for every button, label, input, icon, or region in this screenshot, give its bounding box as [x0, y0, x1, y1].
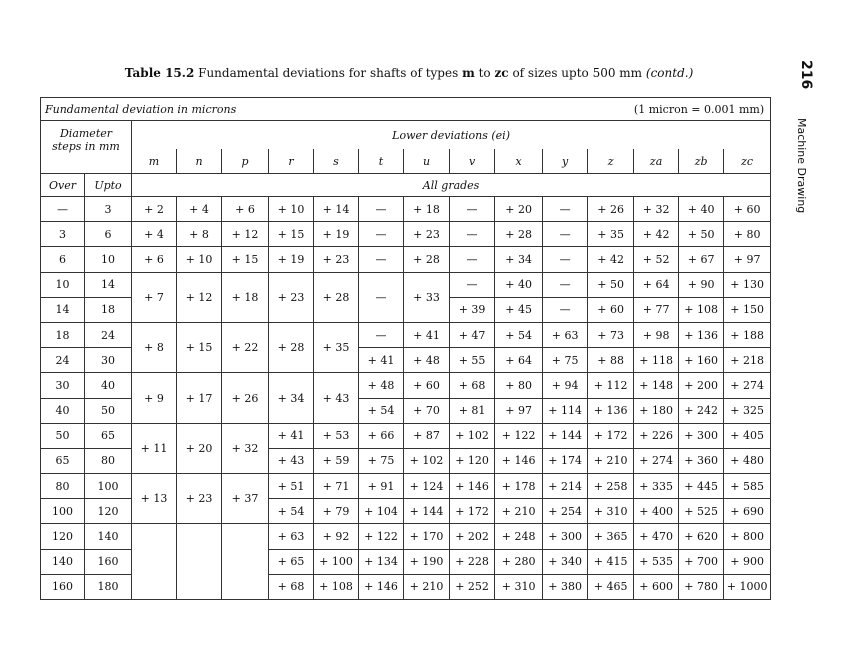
cell-zc: + 218 — [724, 348, 771, 373]
cell-zc: + 97 — [724, 247, 771, 272]
cell-p — [222, 524, 269, 600]
cell-y: — — [543, 297, 588, 322]
cell-r: + 65 — [269, 549, 314, 574]
cell-m: + 9 — [132, 373, 177, 423]
cell-t: — — [359, 197, 404, 222]
column-header-y: y — [543, 149, 588, 174]
cell-over: 65 — [41, 448, 85, 473]
cell-s: + 28 — [314, 272, 359, 322]
cell-v: + 252 — [450, 574, 495, 599]
cell-y: — — [543, 197, 588, 222]
cell-r: + 41 — [269, 423, 314, 448]
cell-za: + 32 — [634, 197, 679, 222]
cell-over: 80 — [41, 474, 85, 499]
column-header-s: s — [314, 149, 359, 174]
cell-r: + 34 — [269, 373, 314, 423]
page-sidebar — [792, 60, 814, 220]
cell-zc: + 80 — [724, 222, 771, 247]
cell-x: + 97 — [495, 398, 543, 423]
cell-zb: + 525 — [679, 499, 724, 524]
cell-v: + 102 — [450, 423, 495, 448]
cell-m: + 4 — [132, 222, 177, 247]
column-header-r: r — [269, 149, 314, 174]
cell-upto: 18 — [85, 297, 132, 322]
cell-over: 50 — [41, 423, 85, 448]
cell-upto: 14 — [85, 272, 132, 297]
table-row — [41, 222, 771, 247]
cell-over: 3 — [41, 222, 85, 247]
diameter-header — [41, 121, 132, 174]
column-header-t: t — [359, 149, 404, 174]
cell-p: + 12 — [222, 222, 269, 247]
page-number: 216 — [798, 60, 814, 90]
cell-u: + 102 — [404, 448, 450, 473]
over-header: Over — [41, 174, 85, 197]
caption-contd: (contd.) — [645, 66, 694, 80]
cell-p: + 15 — [222, 247, 269, 272]
column-header-zc: zc — [724, 149, 771, 174]
cell-zb: + 200 — [679, 373, 724, 398]
cell-over: 30 — [41, 373, 85, 398]
cell-zb: + 620 — [679, 524, 724, 549]
cell-over: 18 — [41, 322, 85, 347]
cell-v: + 228 — [450, 549, 495, 574]
header-right: (1 micron = 0.001 mm) — [495, 98, 771, 121]
cell-x: + 54 — [495, 322, 543, 347]
cell-z: + 60 — [588, 297, 634, 322]
cell-upto: 65 — [85, 423, 132, 448]
cell-v: + 146 — [450, 474, 495, 499]
cell-zc: + 690 — [724, 499, 771, 524]
cell-m: + 7 — [132, 272, 177, 322]
cell-p: + 37 — [222, 474, 269, 524]
cell-s: + 71 — [314, 474, 359, 499]
cell-za: + 148 — [634, 373, 679, 398]
cell-u: + 28 — [404, 247, 450, 272]
cell-zc: + 325 — [724, 398, 771, 423]
cell-za: + 535 — [634, 549, 679, 574]
cell-y: + 63 — [543, 322, 588, 347]
cell-zc: + 480 — [724, 448, 771, 473]
cell-t: + 66 — [359, 423, 404, 448]
cell-upto: 180 — [85, 574, 132, 599]
cell-x: + 210 — [495, 499, 543, 524]
cell-zb: + 780 — [679, 574, 724, 599]
caption-text-post: of sizes upto 500 mm — [512, 66, 643, 80]
cell-s: + 100 — [314, 549, 359, 574]
cell-m: + 8 — [132, 322, 177, 372]
cell-s: + 92 — [314, 524, 359, 549]
cell-over: — — [41, 197, 85, 222]
cell-y: + 114 — [543, 398, 588, 423]
cell-x: + 20 — [495, 197, 543, 222]
cell-zb: + 360 — [679, 448, 724, 473]
cell-upto: 3 — [85, 197, 132, 222]
cell-n: + 10 — [177, 247, 222, 272]
all-grades-header: All grades — [132, 174, 771, 197]
cell-zb: + 40 — [679, 197, 724, 222]
cell-y: + 214 — [543, 474, 588, 499]
cell-t: — — [359, 247, 404, 272]
table-row — [41, 272, 771, 297]
cell-s: + 35 — [314, 322, 359, 372]
cell-upto: 160 — [85, 549, 132, 574]
cell-n: + 17 — [177, 373, 222, 423]
table-caption — [0, 66, 818, 80]
cell-n: + 12 — [177, 272, 222, 322]
diameter-label-2: steps in mm — [52, 140, 120, 153]
cell-zc: + 1000 — [724, 574, 771, 599]
cell-z: + 50 — [588, 272, 634, 297]
cell-za: + 77 — [634, 297, 679, 322]
cell-z: + 136 — [588, 398, 634, 423]
cell-r: + 43 — [269, 448, 314, 473]
cell-t: + 91 — [359, 474, 404, 499]
header-left: Fundamental deviation in microns — [41, 98, 495, 121]
cell-z: + 465 — [588, 574, 634, 599]
cell-over: 100 — [41, 499, 85, 524]
cell-zb: + 90 — [679, 272, 724, 297]
cell-u: + 87 — [404, 423, 450, 448]
cell-u: + 23 — [404, 222, 450, 247]
cell-x: + 248 — [495, 524, 543, 549]
cell-zc: + 60 — [724, 197, 771, 222]
cell-upto: 6 — [85, 222, 132, 247]
caption-from: m — [462, 66, 475, 80]
table-row — [41, 474, 771, 499]
cell-u: + 144 — [404, 499, 450, 524]
cell-x: + 178 — [495, 474, 543, 499]
cell-t: + 122 — [359, 524, 404, 549]
cell-s: + 79 — [314, 499, 359, 524]
cell-t: — — [359, 322, 404, 347]
cell-n: + 23 — [177, 474, 222, 524]
cell-za: + 400 — [634, 499, 679, 524]
table-row — [41, 373, 771, 398]
cell-over: 6 — [41, 247, 85, 272]
cell-v: + 120 — [450, 448, 495, 473]
cell-z: + 365 — [588, 524, 634, 549]
cell-zb: + 242 — [679, 398, 724, 423]
cell-t: + 104 — [359, 499, 404, 524]
cell-zc: + 585 — [724, 474, 771, 499]
cell-zc: + 900 — [724, 549, 771, 574]
cell-y: — — [543, 272, 588, 297]
cell-r: + 51 — [269, 474, 314, 499]
cell-zb: + 300 — [679, 423, 724, 448]
cell-x: + 28 — [495, 222, 543, 247]
cell-z: + 88 — [588, 348, 634, 373]
cell-t: + 48 — [359, 373, 404, 398]
cell-y: + 75 — [543, 348, 588, 373]
cell-x: + 122 — [495, 423, 543, 448]
cell-y: + 144 — [543, 423, 588, 448]
cell-upto: 80 — [85, 448, 132, 473]
column-header-z: z — [588, 149, 634, 174]
cell-zc: + 274 — [724, 373, 771, 398]
cell-u: + 41 — [404, 322, 450, 347]
cell-y: + 174 — [543, 448, 588, 473]
cell-r: + 54 — [269, 499, 314, 524]
cell-upto: 140 — [85, 524, 132, 549]
column-header-u: u — [404, 149, 450, 174]
cell-m: + 13 — [132, 474, 177, 524]
cell-s: + 14 — [314, 197, 359, 222]
cell-m: + 2 — [132, 197, 177, 222]
cell-zb: + 445 — [679, 474, 724, 499]
cell-v: + 68 — [450, 373, 495, 398]
cell-v: + 172 — [450, 499, 495, 524]
cell-x: + 45 — [495, 297, 543, 322]
cell-z: + 112 — [588, 373, 634, 398]
cell-over: 10 — [41, 272, 85, 297]
cell-over: 40 — [41, 398, 85, 423]
lower-deviations-header: Lower deviations (ei) — [132, 121, 771, 150]
cell-z: + 210 — [588, 448, 634, 473]
cell-m: + 11 — [132, 423, 177, 473]
cell-p: + 6 — [222, 197, 269, 222]
cell-y: — — [543, 222, 588, 247]
cell-zb: + 108 — [679, 297, 724, 322]
diameter-label-1: Diameter — [59, 127, 113, 140]
upto-header: Upto — [85, 174, 132, 197]
cell-over: 14 — [41, 297, 85, 322]
cell-p: + 18 — [222, 272, 269, 322]
cell-v: — — [450, 272, 495, 297]
cell-x: + 280 — [495, 549, 543, 574]
cell-s: + 23 — [314, 247, 359, 272]
cell-v: + 202 — [450, 524, 495, 549]
cell-t: + 54 — [359, 398, 404, 423]
cell-upto: 120 — [85, 499, 132, 524]
cell-n: + 20 — [177, 423, 222, 473]
cell-p: + 32 — [222, 423, 269, 473]
cell-zc: + 405 — [724, 423, 771, 448]
cell-za: + 226 — [634, 423, 679, 448]
cell-upto: 100 — [85, 474, 132, 499]
caption-text-pre: Fundamental deviations for shafts of types — [198, 66, 459, 80]
cell-r: + 15 — [269, 222, 314, 247]
cell-u: + 70 — [404, 398, 450, 423]
cell-u: + 60 — [404, 373, 450, 398]
cell-za: + 600 — [634, 574, 679, 599]
cell-v: + 81 — [450, 398, 495, 423]
cell-v: + 47 — [450, 322, 495, 347]
cell-zc: + 800 — [724, 524, 771, 549]
cell-v: — — [450, 222, 495, 247]
column-header-n: n — [177, 149, 222, 174]
cell-m: + 6 — [132, 247, 177, 272]
cell-t: — — [359, 272, 404, 322]
cell-x: + 146 — [495, 448, 543, 473]
column-header-m: m — [132, 149, 177, 174]
column-header-x: x — [495, 149, 543, 174]
cell-u: + 190 — [404, 549, 450, 574]
cell-upto: 50 — [85, 398, 132, 423]
cell-u: + 210 — [404, 574, 450, 599]
cell-r: + 63 — [269, 524, 314, 549]
caption-label: Table 15.2 — [124, 66, 195, 80]
cell-z: + 73 — [588, 322, 634, 347]
cell-over: 24 — [41, 348, 85, 373]
cell-u: + 48 — [404, 348, 450, 373]
cell-n: + 8 — [177, 222, 222, 247]
cell-u: + 33 — [404, 272, 450, 322]
cell-v: + 39 — [450, 297, 495, 322]
table-row — [41, 322, 771, 347]
cell-t: + 146 — [359, 574, 404, 599]
table-row — [41, 197, 771, 222]
column-header-za: za — [634, 149, 679, 174]
cell-z: + 42 — [588, 247, 634, 272]
cell-x: + 64 — [495, 348, 543, 373]
cell-za: + 64 — [634, 272, 679, 297]
cell-n — [177, 524, 222, 600]
cell-v: + 55 — [450, 348, 495, 373]
book-title: Machine Drawing — [795, 118, 808, 214]
table-row — [41, 524, 771, 549]
cell-m — [132, 524, 177, 600]
table-row — [41, 423, 771, 448]
cell-t: + 75 — [359, 448, 404, 473]
cell-r: + 28 — [269, 322, 314, 372]
cell-z: + 310 — [588, 499, 634, 524]
cell-x: + 310 — [495, 574, 543, 599]
cell-z: + 258 — [588, 474, 634, 499]
cell-za: + 52 — [634, 247, 679, 272]
cell-upto: 30 — [85, 348, 132, 373]
cell-u: + 18 — [404, 197, 450, 222]
cell-s: + 53 — [314, 423, 359, 448]
cell-upto: 40 — [85, 373, 132, 398]
cell-n: + 4 — [177, 197, 222, 222]
cell-za: + 180 — [634, 398, 679, 423]
cell-zb: + 136 — [679, 322, 724, 347]
cell-zb: + 160 — [679, 348, 724, 373]
cell-t: — — [359, 222, 404, 247]
cell-za: + 470 — [634, 524, 679, 549]
cell-za: + 335 — [634, 474, 679, 499]
cell-u: + 170 — [404, 524, 450, 549]
cell-za: + 274 — [634, 448, 679, 473]
caption-to: zc — [494, 66, 509, 80]
cell-zc: + 150 — [724, 297, 771, 322]
cell-x: + 34 — [495, 247, 543, 272]
cell-y: + 94 — [543, 373, 588, 398]
column-header-zb: zb — [679, 149, 724, 174]
cell-zc: + 130 — [724, 272, 771, 297]
cell-over: 160 — [41, 574, 85, 599]
cell-r: + 10 — [269, 197, 314, 222]
cell-v: — — [450, 247, 495, 272]
cell-p: + 22 — [222, 322, 269, 372]
column-header-p: p — [222, 149, 269, 174]
deviation-table — [40, 97, 771, 600]
cell-z: + 26 — [588, 197, 634, 222]
cell-z: + 35 — [588, 222, 634, 247]
table-row — [41, 247, 771, 272]
cell-za: + 118 — [634, 348, 679, 373]
cell-r: + 23 — [269, 272, 314, 322]
cell-upto: 10 — [85, 247, 132, 272]
cell-over: 140 — [41, 549, 85, 574]
cell-za: + 42 — [634, 222, 679, 247]
cell-zb: + 67 — [679, 247, 724, 272]
column-header-v: v — [450, 149, 495, 174]
cell-t: + 41 — [359, 348, 404, 373]
cell-v: — — [450, 197, 495, 222]
cell-t: + 134 — [359, 549, 404, 574]
cell-y: + 340 — [543, 549, 588, 574]
cell-u: + 124 — [404, 474, 450, 499]
cell-y: + 254 — [543, 499, 588, 524]
cell-zb: + 50 — [679, 222, 724, 247]
cell-x: + 80 — [495, 373, 543, 398]
cell-s: + 43 — [314, 373, 359, 423]
cell-z: + 415 — [588, 549, 634, 574]
cell-p: + 26 — [222, 373, 269, 423]
cell-zc: + 188 — [724, 322, 771, 347]
cell-over: 120 — [41, 524, 85, 549]
cell-y: + 300 — [543, 524, 588, 549]
cell-upto: 24 — [85, 322, 132, 347]
cell-za: + 98 — [634, 322, 679, 347]
cell-x: + 40 — [495, 272, 543, 297]
cell-z: + 172 — [588, 423, 634, 448]
cell-y: — — [543, 247, 588, 272]
cell-s: + 19 — [314, 222, 359, 247]
cell-s: + 108 — [314, 574, 359, 599]
cell-r: + 68 — [269, 574, 314, 599]
cell-r: + 19 — [269, 247, 314, 272]
caption-to-word: to — [478, 66, 491, 80]
cell-n: + 15 — [177, 322, 222, 372]
cell-zb: + 700 — [679, 549, 724, 574]
cell-y: + 380 — [543, 574, 588, 599]
cell-s: + 59 — [314, 448, 359, 473]
